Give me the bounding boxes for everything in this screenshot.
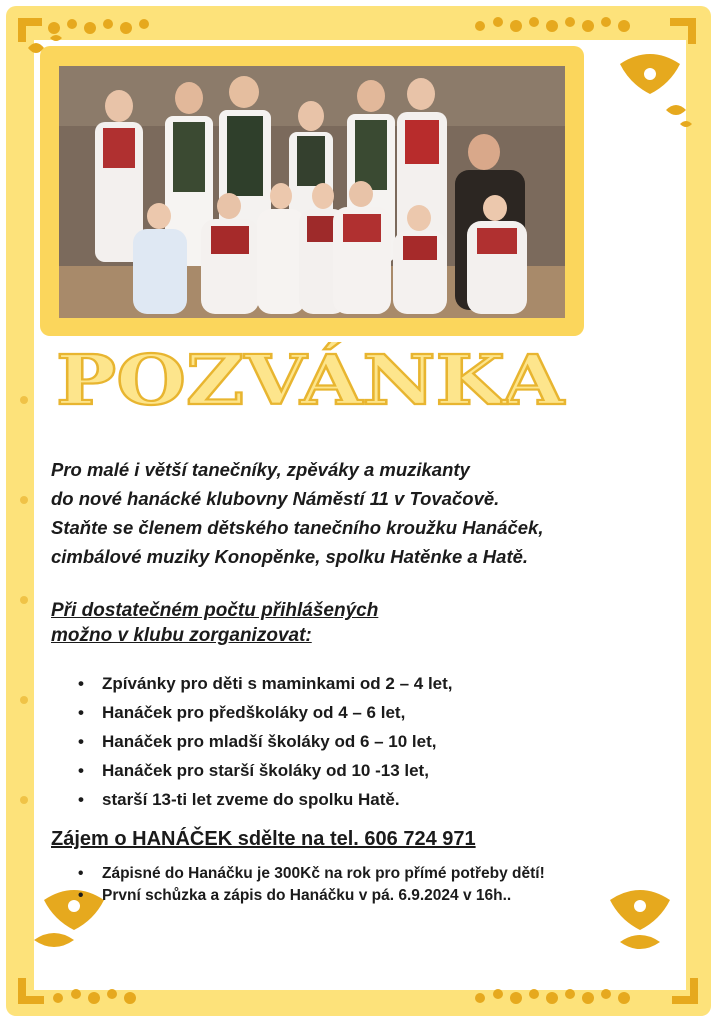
list-item: [78, 863, 545, 885]
activity-text: starší 13-ti let zveme do spolku Hatě.: [102, 790, 400, 809]
bullet-icon: •: [78, 732, 84, 751]
bullet-icon: •: [78, 703, 84, 722]
note-text: Zápisné do Hanáčku je 300Kč na rok pro přímé potřeby dětí!: [102, 865, 545, 882]
list-item: [78, 885, 545, 907]
activities-heading-line: možno v klubu zorganizovat:: [51, 625, 312, 646]
contact-line: Zájem o HANÁČEK sdělte na tel. 606 724 971: [51, 828, 476, 850]
intro-line: do nové hanácké klubovny Náměstí 11 v Tovačově.: [51, 488, 500, 509]
activity-text: Hanáček pro předškoláky od 4 – 6 let,: [102, 703, 406, 722]
list-item: [78, 756, 453, 785]
notes-list: [78, 863, 545, 907]
bullet-icon: •: [78, 674, 84, 693]
bullet-icon: •: [78, 761, 84, 780]
note-text: První schůzka a zápis do Hanáčku v pá. 6.9.2024 v 16h..: [102, 887, 512, 904]
intro-paragraph: [51, 455, 691, 571]
bullet-icon: •: [78, 790, 84, 809]
bullet-icon: •: [78, 865, 84, 882]
activity-text: Hanáček pro mladší školáky od 6 – 10 let,: [102, 732, 437, 751]
list-item: [78, 785, 453, 814]
intro-line: Staňte se členem dětského tanečního kroužku Hanáček,: [51, 517, 544, 538]
activities-heading-line: Při dostatečném počtu přihlášených: [51, 600, 379, 621]
title-text: POZVÁNKA: [56, 342, 566, 421]
bullet-icon: •: [78, 887, 84, 904]
poster-title: [50, 342, 570, 422]
intro-line: Pro malé i větší tanečníky, zpěváky a muzikanty: [51, 459, 470, 480]
activity-text: Hanáček pro starší školáky od 10 -13 let,: [102, 761, 429, 780]
activities-list: [78, 669, 453, 814]
list-item: [78, 698, 453, 727]
group-photo: [59, 66, 565, 318]
folk-dancers-photo-icon: [59, 66, 565, 318]
list-item: [78, 727, 453, 756]
activities-heading: [51, 598, 378, 648]
list-item: [78, 669, 453, 698]
activity-text: Zpívánky pro děti s maminkami od 2 – 4 let,: [102, 674, 453, 693]
intro-line: cimbálové muziky Konopěnke, spolku Hatěnke a Hatě.: [51, 546, 529, 567]
side-ornament-left-icon: [14, 380, 34, 880]
